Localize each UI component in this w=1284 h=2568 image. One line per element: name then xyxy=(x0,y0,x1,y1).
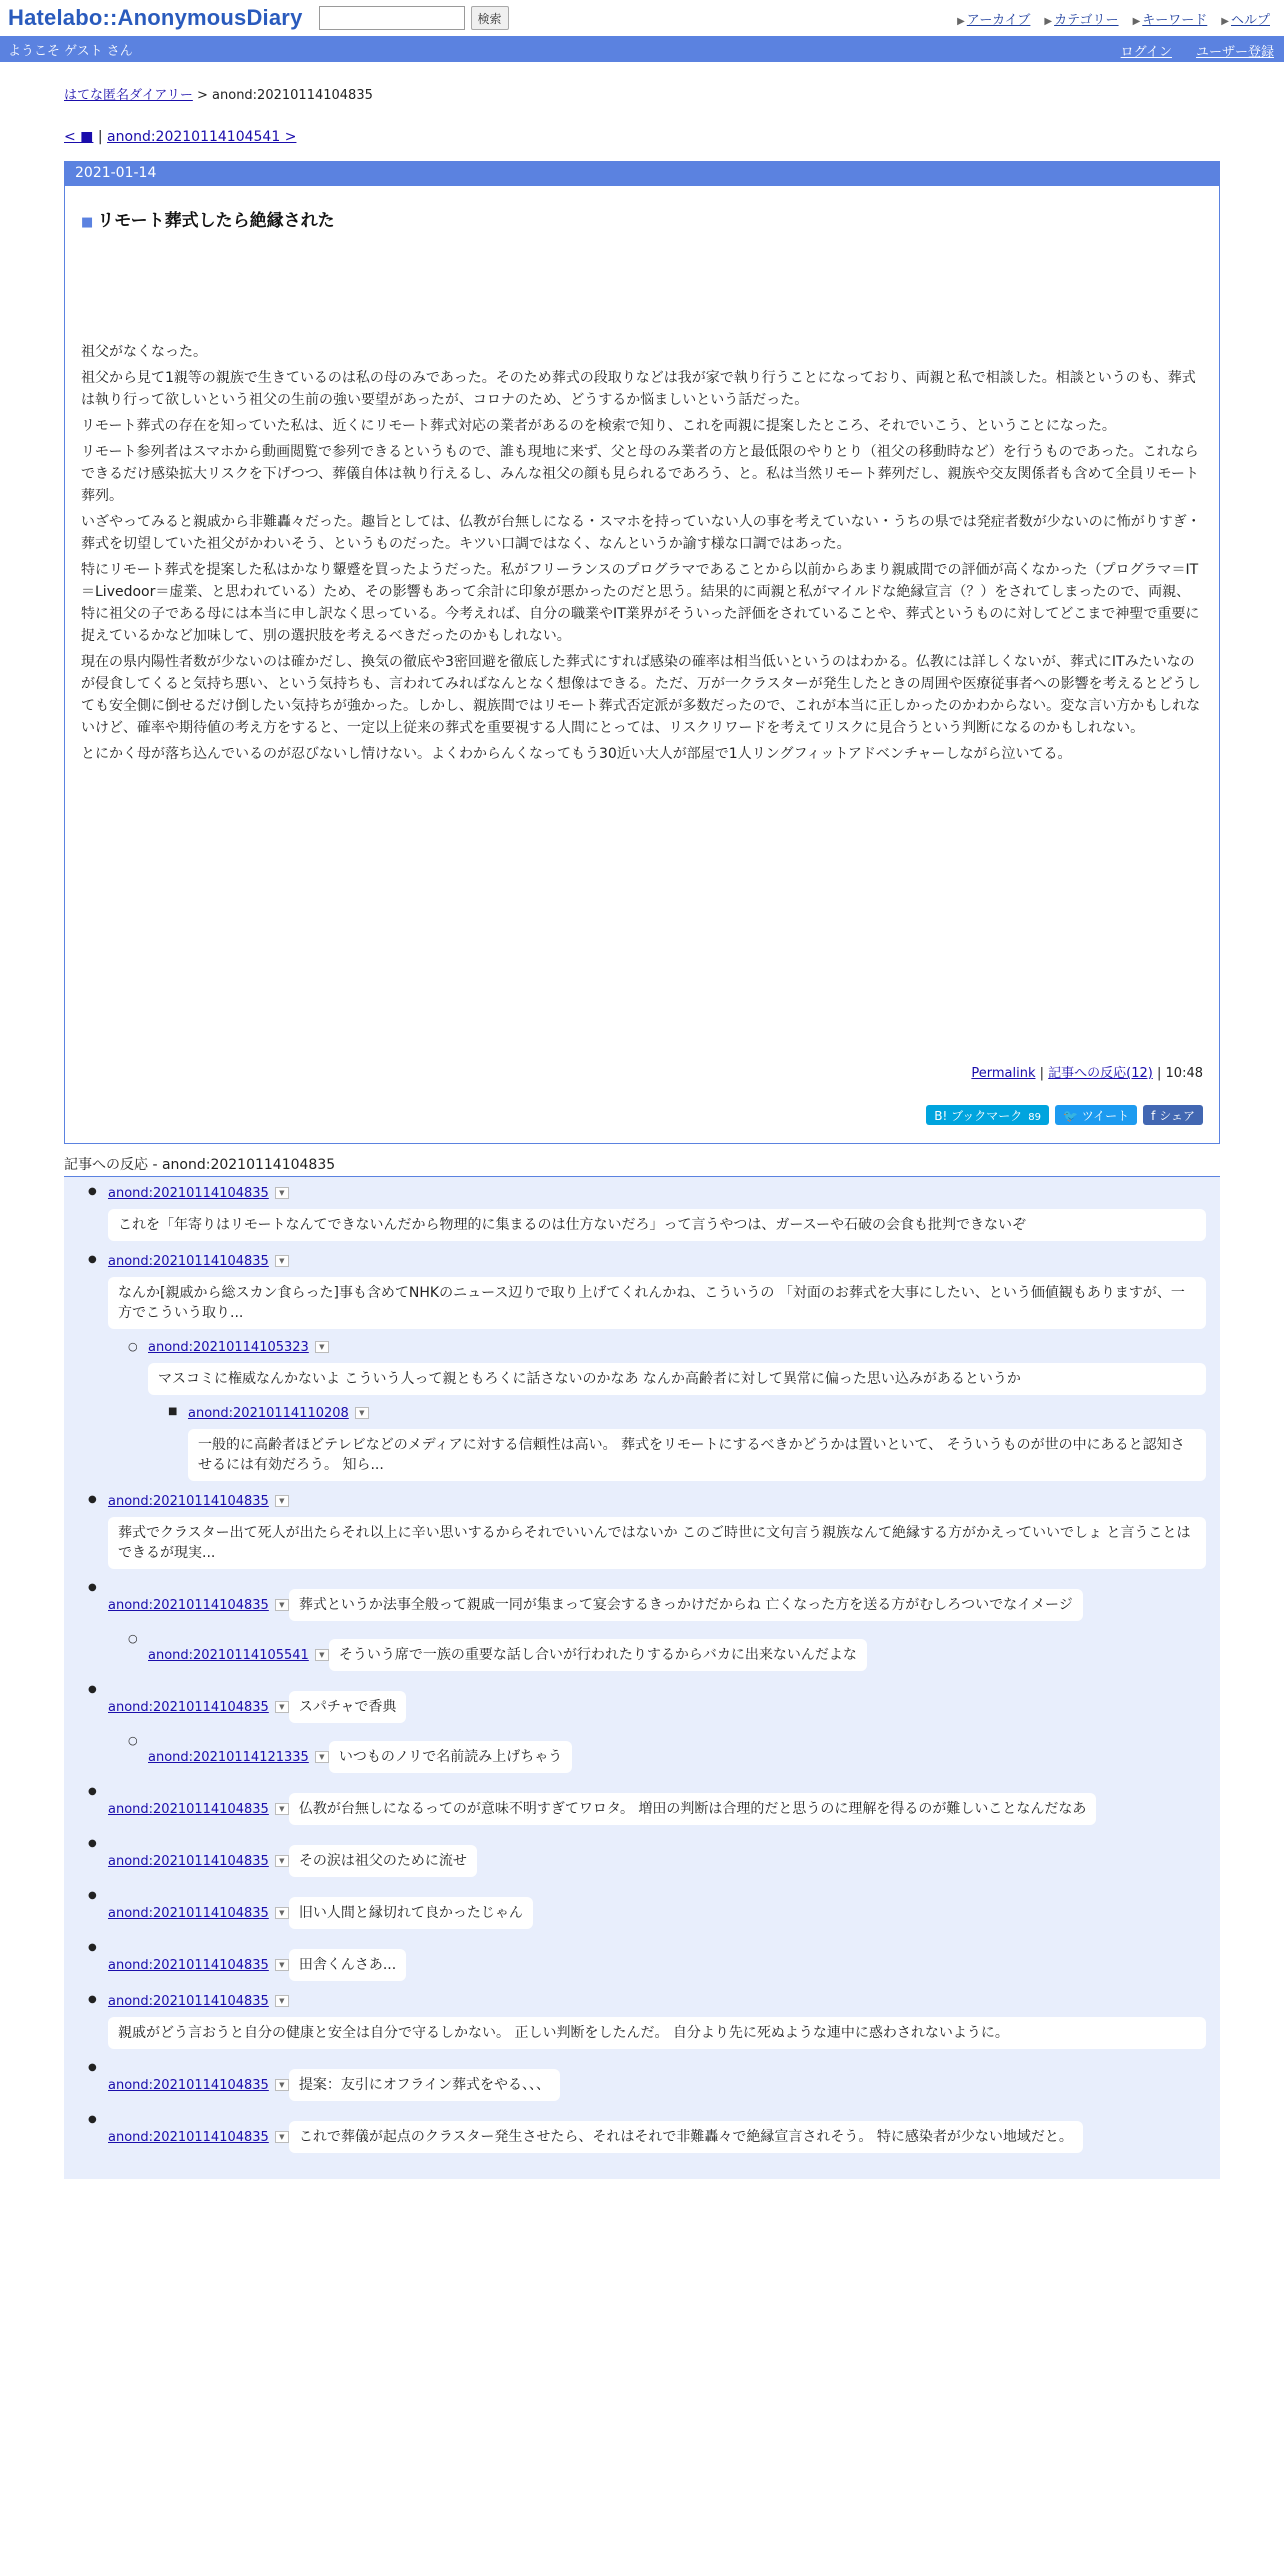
entry-body xyxy=(81,341,1203,765)
reaction-id-link[interactable]: anond:20210114104835 xyxy=(108,2078,269,2093)
arrow-icon: ▶ xyxy=(1132,16,1141,27)
entry-paragraph: 祖父から見て1親等の親族で生きているのは私の母のみであった。そのため葬式の段取りなどは我が家で執り行うことになっており、両親と私で相談した。相談というのも、葬式は執り行って欲しいという祖父の生前の強い要望があったが、コロナのため、どうするか悩ましいという話だった。 xyxy=(81,370,1196,408)
dropdown-icon[interactable]: ▼ xyxy=(275,1701,289,1713)
reaction-text: マスコミに権威なんかないよ こういう人って親ともろくに話さないのかなあ なんか高齢者に対して異常に偏った思い込みがあるというか xyxy=(148,1363,1206,1395)
reaction-item xyxy=(108,1993,1220,2049)
reaction-id-link[interactable]: anond:20210114104835 xyxy=(108,1958,269,1973)
reaction-item xyxy=(108,1837,1220,1877)
share-buttons xyxy=(81,1105,1203,1125)
reaction-item xyxy=(148,1339,1220,1481)
nav-archive[interactable] xyxy=(957,9,1030,28)
reaction-text: 葬式でクラスター出て死人が出たらそれ以上に辛い思いするからそれでいいんではないか このご時世に文句言う親族なんて絶縁する方がかえっていいでしょ と言うことはできるが現実... xyxy=(108,1517,1206,1569)
top-nav xyxy=(957,9,1270,28)
reaction-text: 田舎くんさあ... xyxy=(289,1949,406,1981)
reactions-list xyxy=(64,1177,1220,2179)
nav-link[interactable]: カテゴリー xyxy=(1054,13,1119,28)
main-container xyxy=(64,84,1220,2179)
share-label: シェア xyxy=(1159,1109,1195,1123)
reaction-item xyxy=(108,1253,1220,1481)
reaction-item xyxy=(108,1581,1220,1671)
nav-help[interactable] xyxy=(1221,9,1270,28)
dropdown-icon[interactable]: ▼ xyxy=(275,1995,289,2007)
nav-link[interactable]: キーワード xyxy=(1142,13,1208,28)
next-entry-link[interactable]: anond:20210114104541 > xyxy=(107,129,297,145)
dropdown-icon[interactable]: ▼ xyxy=(275,1855,289,1867)
reaction-sublist xyxy=(108,1631,1220,1671)
reaction-id-link[interactable]: anond:20210114105541 xyxy=(148,1648,309,1663)
reaction-sublist xyxy=(108,1733,1220,1773)
entry-square-icon[interactable]: ■ xyxy=(81,215,94,230)
hatena-bookmark-button[interactable] xyxy=(926,1105,1049,1125)
search-button[interactable]: 検索 xyxy=(471,6,509,30)
arrow-icon: ▶ xyxy=(957,16,965,27)
reaction-tree xyxy=(64,1185,1220,2153)
dropdown-icon[interactable]: ▼ xyxy=(315,1751,329,1763)
dropdown-icon[interactable]: ▼ xyxy=(275,1959,289,1971)
facebook-icon: f xyxy=(1151,1109,1156,1123)
reaction-item xyxy=(108,1493,1220,1569)
breadcrumb-separator: > xyxy=(196,88,208,103)
dropdown-icon[interactable]: ▼ xyxy=(275,1803,289,1815)
footer-separator: | xyxy=(1039,1066,1045,1081)
entry-title xyxy=(81,206,1203,231)
entry-paragraph: 祖父がなくなった。 xyxy=(81,344,207,360)
reaction-item xyxy=(108,1941,1220,1981)
breadcrumb-current: anond:20210114104835 xyxy=(212,88,373,103)
entry-paragraph: いざやってみると親戚から非難轟々だった。趣旨としては、仏教が台無しになる・スマホを持っていない人の事を考えていない・うちの県では発症者数が少ないのに怖がりすぎ・葬式を切望していた祖父がかわいそう、というものだった。キツい口調ではなく、なんというか諭す様な口調ではあった。 xyxy=(81,514,1201,552)
dropdown-icon[interactable]: ▼ xyxy=(275,1255,289,1267)
reaction-item xyxy=(188,1405,1220,1481)
entry-paragraph: 現在の県内陽性者数が少ないのは確かだし、換気の徹底や3密回避を徹底した葬式にすれば感染の確率は相当低いというのはわかる。仏教には詳しくないが、葬式にITみたいなのが侵食してくると気持ち悪い、という気持ちも、言われてみればなんとなく想像はできる。ただ、万が一クラスターが発生したときの周囲や医療従事者への影響を考えるとどうしても安全側に倒せるだけ倒したい気持ちが強かった。しかし、親族間ではリモート葬式否定派が多数だったので、これが本当に正しかったのかわからない。変な言い方かもしれないけど、確率や期待値の考え方をすると、一定以上従来の葬式を重要視する人間にとっては、リスクリワードを考えてリスクに見合うという判断になるのかもしれない。 xyxy=(81,654,1201,736)
dropdown-icon[interactable]: ▼ xyxy=(275,1495,289,1507)
reaction-item xyxy=(108,1889,1220,1929)
reaction-id-link[interactable]: anond:20210114105323 xyxy=(148,1340,309,1355)
reaction-id-link[interactable]: anond:20210114104835 xyxy=(108,2130,269,2145)
nav-link[interactable]: アーカイブ xyxy=(966,13,1031,28)
entry-footer xyxy=(81,1062,1203,1081)
prev-entry-link[interactable]: < ■ xyxy=(64,129,94,145)
reaction-sublist xyxy=(148,1405,1220,1481)
reaction-text: その涙は祖父のために流せ xyxy=(289,1845,477,1877)
tweet-button[interactable] xyxy=(1055,1105,1137,1125)
reaction-text: 一般的に高齢者ほどテレビなどのメディアに対する信頼性は高い。 葬式をリモートにするべきかどうかは置いといて、 そういうものが世の中にあると認知させるには有効だろう。 知ら... xyxy=(188,1429,1206,1481)
nav-link[interactable]: ヘルプ xyxy=(1230,13,1270,28)
reactions-link[interactable]: 記事への反応(12) xyxy=(1048,1066,1153,1081)
reaction-text: 親戚がどう言おうと自分の健康と安全は自分で守るしかない。 正しい判断をしたんだ。 自分より先に死ぬような連中に惑わされないように。 xyxy=(108,2017,1206,2049)
reaction-text: これで葬儀が起点のクラスター発生させたら、それはそれで非難轟々で絶縁宣言されそう。 特に感染者が少ない地域だと。 xyxy=(289,2121,1083,2153)
login-link[interactable]: ログイン xyxy=(1120,45,1172,60)
reaction-text: これを「年寄りはリモートなんてできないんだから物理的に集まるのは仕方ないだろ」って言うやつは、ガースーや石破の会食も批判できないぞ xyxy=(108,1209,1206,1241)
dropdown-icon[interactable]: ▼ xyxy=(275,2131,289,2143)
welcome-bar xyxy=(0,36,1284,62)
reaction-id-link[interactable]: anond:20210114104835 xyxy=(108,1700,269,1715)
reaction-id-link[interactable]: anond:20210114104835 xyxy=(108,1854,269,1869)
day-date: 2021-01-14 xyxy=(65,162,1219,186)
register-link[interactable]: ユーザー登録 xyxy=(1195,45,1274,60)
reaction-item xyxy=(108,1785,1220,1825)
arrow-icon: ▶ xyxy=(1044,16,1053,27)
tweet-label: ツイート xyxy=(1081,1109,1130,1123)
footer-separator: | xyxy=(1157,1066,1162,1081)
dropdown-icon[interactable]: ▼ xyxy=(315,1649,329,1661)
bookmark-count: 89 xyxy=(1028,1112,1041,1123)
entry-paragraph: 特にリモート葬式を提案した私はかなり顰蹙を買ったようだった。私がフリーランスのプログラマであることから以前からあまり親戚間での評価が高くなかった（プログラマ＝IT＝Livedoor＝虚業、と思われている）ため、その影響もあって余計に印象が悪かったのだと思う。結果的に両親と私がマイルドな絶縁宣言（？）をされてしまったので、両親、特に祖父の子である母には本当に申し訳なく思っている。今考えれば、自分の職業やIT業界がそういった評価をされていることや、葬式というものに対してどこまで神聖で重要に捉えているかなど加味して、別の選択肢を考えるべきだったのかもしれない。 xyxy=(81,562,1200,644)
reaction-text: 旧い人間と縁切れて良かったじゃん xyxy=(289,1897,533,1929)
reaction-item xyxy=(148,1733,1220,1773)
reaction-id-link[interactable]: anond:20210114104835 xyxy=(108,1254,269,1269)
reaction-text: なんか[親戚から総スカン食らった]事も含めてNHKのニュース辺りで取り上げてくれんかね、こういうの 「対面のお葬式を大事にしたい、という価値観もありますが、一方でこういう取り... xyxy=(108,1277,1206,1329)
reaction-id-link[interactable]: anond:20210114104835 xyxy=(108,1186,269,1201)
reaction-item xyxy=(108,2113,1220,2153)
arrow-icon: ▶ xyxy=(1221,16,1229,27)
dropdown-icon[interactable]: ▼ xyxy=(275,1187,289,1199)
reaction-text: 提案：友引にオフライン葬式をやる、、、 xyxy=(289,2069,560,2101)
entry-paragraph: とにかく母が落ち込んでいるのが忍びないし情けない。よくわからんくなってもう30近い大人が部屋で1人リングフィットアドベンチャーしながら泣いてる。 xyxy=(81,746,1072,762)
reaction-text: 仏教が台無しになるってのが意味不明すぎてワロタ。 増田の判断は合理的だと思うのに理解を得るのが難しいことなんだなあ xyxy=(289,1793,1097,1825)
entry-time: 10:48 xyxy=(1165,1066,1203,1081)
welcome-text: ようこそ ゲスト さん xyxy=(8,43,133,59)
dropdown-icon[interactable]: ▼ xyxy=(275,2079,289,2091)
reaction-item xyxy=(108,1683,1220,1773)
dropdown-icon[interactable]: ▼ xyxy=(315,1341,329,1353)
hatena-label: B! ブックマーク xyxy=(934,1109,1023,1123)
reaction-id-link[interactable]: anond:20210114104835 xyxy=(108,1802,269,1817)
day-section xyxy=(64,161,1220,1144)
nav-keyword[interactable] xyxy=(1133,9,1208,28)
reaction-id-link[interactable]: anond:20210114104835 xyxy=(108,1494,269,1509)
reaction-text: スパチャで香典 xyxy=(289,1691,407,1723)
site-logo[interactable]: Hatelabo::AnonymousDiary xyxy=(8,5,303,30)
reaction-text: いつものノリで名前読み上げちゃう xyxy=(329,1741,572,1773)
entry-paragraph: リモート参列者はスマホから動画閲覧で参列できるというもので、誰も現地に来ず、父と母のみ業者の方と最低限のやりとり（祖父の移動時など）を行うものであった。これならできるだけ感染拡大リスクを下げつつ、葬儀自体は執り行えるし、みんな祖父の顔も見られるであろう、と。私は当然リモート葬列だし、親族や交友関係者も含めて全員リモート葬列。 xyxy=(81,444,1199,504)
twitter-bird-icon: 🐦 xyxy=(1062,1109,1078,1123)
reaction-text: そういう席で一族の重要な話し合いが行われたりするからバカに出来ないんだよな xyxy=(329,1639,867,1671)
permalink[interactable]: Permalink xyxy=(971,1066,1036,1081)
breadcrumb-home-link[interactable]: はてな匿名ダイアリー xyxy=(64,88,193,103)
facebook-share-button[interactable] xyxy=(1143,1105,1203,1125)
reaction-id-link[interactable]: anond:20210114104835 xyxy=(108,1906,269,1921)
reaction-id-link[interactable]: anond:20210114104835 xyxy=(108,1994,269,2009)
pager xyxy=(64,129,1220,145)
reaction-id-link[interactable]: anond:20210114110208 xyxy=(188,1406,349,1421)
dropdown-icon[interactable]: ▼ xyxy=(275,1907,289,1919)
reaction-id-link[interactable]: anond:20210114121335 xyxy=(148,1750,309,1765)
search-input[interactable] xyxy=(319,6,465,30)
reaction-item xyxy=(148,1631,1220,1671)
nav-category[interactable] xyxy=(1044,9,1118,28)
header-bar xyxy=(0,0,1284,36)
reaction-item xyxy=(108,2061,1220,2101)
breadcrumb xyxy=(64,84,1220,103)
entry-title-text: リモート葬式したら絶縁された xyxy=(97,211,335,231)
pager-separator: | xyxy=(97,129,103,145)
reaction-item xyxy=(108,1185,1220,1241)
reaction-id-link[interactable]: anond:20210114104835 xyxy=(108,1598,269,1613)
reaction-text: 葬式というか法事全般って親戚一同が集まって宴会するきっかけだからね 亡くなった方を送る方がむしろついでなイメージ xyxy=(289,1589,1083,1621)
dropdown-icon[interactable]: ▼ xyxy=(275,1599,289,1611)
reaction-sublist xyxy=(108,1339,1220,1481)
reactions-heading: 記事への反応 - anond:20210114104835 xyxy=(64,1154,1220,1177)
dropdown-icon[interactable]: ▼ xyxy=(355,1407,369,1419)
entry xyxy=(65,206,1219,1125)
entry-paragraph: リモート葬式の存在を知っていた私は、近くにリモート葬式対応の業者があるのを検索で知り、これを両親に提案したところ、それでいこう、ということになった。 xyxy=(81,418,1116,434)
